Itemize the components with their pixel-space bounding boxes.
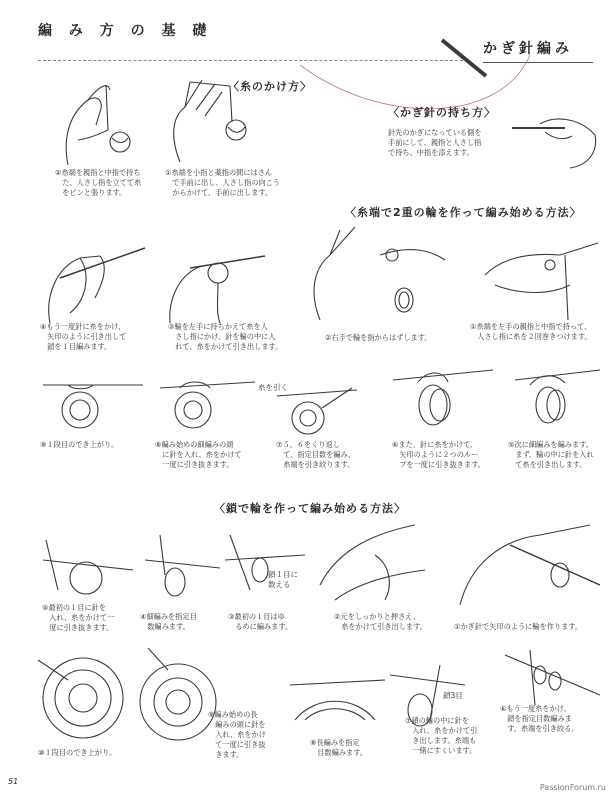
loop-illustration xyxy=(510,355,605,440)
hand-chain-illustration xyxy=(315,515,435,615)
caption-cr-3: ③最初の１目はゆ るめに編みます。 xyxy=(228,612,293,631)
round-illustration xyxy=(155,360,260,440)
loop-illustration xyxy=(388,360,498,440)
caption-dr-6: ⑥また、針に糸をかけて、 矢印のように２つのルー プを一度に引き抜きます。 xyxy=(392,440,485,469)
section-heading-thread: 〈糸のかけ方〉 xyxy=(228,80,312,93)
round-result-illustration xyxy=(38,360,148,440)
caption-holding: 針先のかぎになっている側を 手前にして、親指と人さし指 で持ち、中指を添えます。 xyxy=(388,128,482,157)
caption-dr-3: ③輪を左手に持ちかえて糸を人 さし指にかけ、針を輪の中に入 れて、糸をかけて引き出します。 xyxy=(168,322,283,351)
note-chain-3: 鎖3目 xyxy=(443,691,463,700)
caption-cr-4: ④細編みを指定目 数編みます。 xyxy=(140,612,197,631)
page-number: 51 xyxy=(8,777,19,786)
caption-cr-9: ⑨編み始めの長 編みの頭に針を 入れ、糸をかけ て一度に引き抜 きます。 xyxy=(208,710,266,759)
caption-dr-2: ②右手で輪を指からはずします。 xyxy=(325,333,432,342)
double-crochet-round-result xyxy=(28,640,138,750)
illustration-step xyxy=(300,215,450,325)
caption-dr-9: ⑨１段目のでき上がり。 xyxy=(40,440,119,449)
hand-holding-hook-illustration xyxy=(510,110,605,175)
round-pull-illustration xyxy=(272,378,362,448)
caption-thread-1: ①糸端を小指と薬指の間にはさん で手前に出し、人さし指の向こう からかけて、手前に出します。 xyxy=(165,168,281,197)
watermark: PassionForum.ru xyxy=(539,783,606,792)
section-heading-chain-ring: 〈鎖で輪を作って編み始める方法〉 xyxy=(214,502,406,515)
section-tab: かぎ針編み xyxy=(483,41,573,57)
caption-cr-6: ⑥もう一度糸をかけ、 鎖を指定目数編みま す。糸端を引き絞る。 xyxy=(500,704,579,733)
chain-ring-illustration xyxy=(38,530,138,610)
caption-dr-4: ④もう一度針に糸をかけ、 矢印のように引き出して 鎖を１目編みます。 xyxy=(40,322,127,351)
section-heading-holding: 〈かぎ針の持ち方〉 xyxy=(388,106,496,119)
illustration-step xyxy=(160,228,270,328)
caption-cr-2: ②元をしっかりと押さえ、 糸をかけて引き出します。 xyxy=(334,612,427,631)
caption-cr-8: ⑧長編みを指定 目数編みます。 xyxy=(310,738,367,757)
hand-illustration xyxy=(48,80,148,170)
illustration-step xyxy=(480,225,605,325)
hand-illustration xyxy=(160,72,270,167)
caption-dr-5: ⑤次に細編みを編みます。 まず、輪の中に針を入れ て糸を引き出します。 xyxy=(508,440,594,469)
caption-cr-7: ⑦鎖の輪の中に針を 入れ、糸をかけて引 き出します。糸端も 一緒にすくいます。 xyxy=(405,716,478,755)
note-pull: 糸を引く xyxy=(258,383,288,392)
section-heading-double-ring: 〈糸端で2重の輪を作って編み始める方法〉 xyxy=(345,206,582,219)
hand-chain-illustration xyxy=(450,515,605,615)
caption-thread-2: ②糸端を親指と中指で持ち た、人さし指を立てて糸 をピンと張ります。 xyxy=(55,168,142,197)
caption-cr-10: ⑩１段目のでき上がり。 xyxy=(38,748,117,757)
caption-dr-7: ⑦５、６をくり返し て、指定目数を編み、 糸端を引き絞ります。 xyxy=(276,440,356,469)
caption-dr-1: ①糸端を左手の親指と中指で持って、 人さし指に糸を２回巻きつけます。 xyxy=(470,322,592,341)
caption-dr-8: ⑧編み始めの細編みの頭 に針を入れ、糸をかけて 一度に引き抜きます。 xyxy=(155,440,242,469)
note-chain-1: 鎖１目に 数える xyxy=(268,570,298,589)
caption-cr-1: ①かぎ針で矢印のように輪を作ります。 xyxy=(454,622,583,631)
caption-cr-5: ⑤最初の１目に針を 入れ、糸をかけて一 度に引き抜きます。 xyxy=(42,603,115,632)
illustration-step xyxy=(40,228,150,328)
double-crochet-row xyxy=(285,665,390,740)
chain-illustration xyxy=(500,645,605,710)
page-title: 編 み 方 の 基 礎 xyxy=(38,23,213,39)
chain-ring-illustration xyxy=(140,530,225,610)
